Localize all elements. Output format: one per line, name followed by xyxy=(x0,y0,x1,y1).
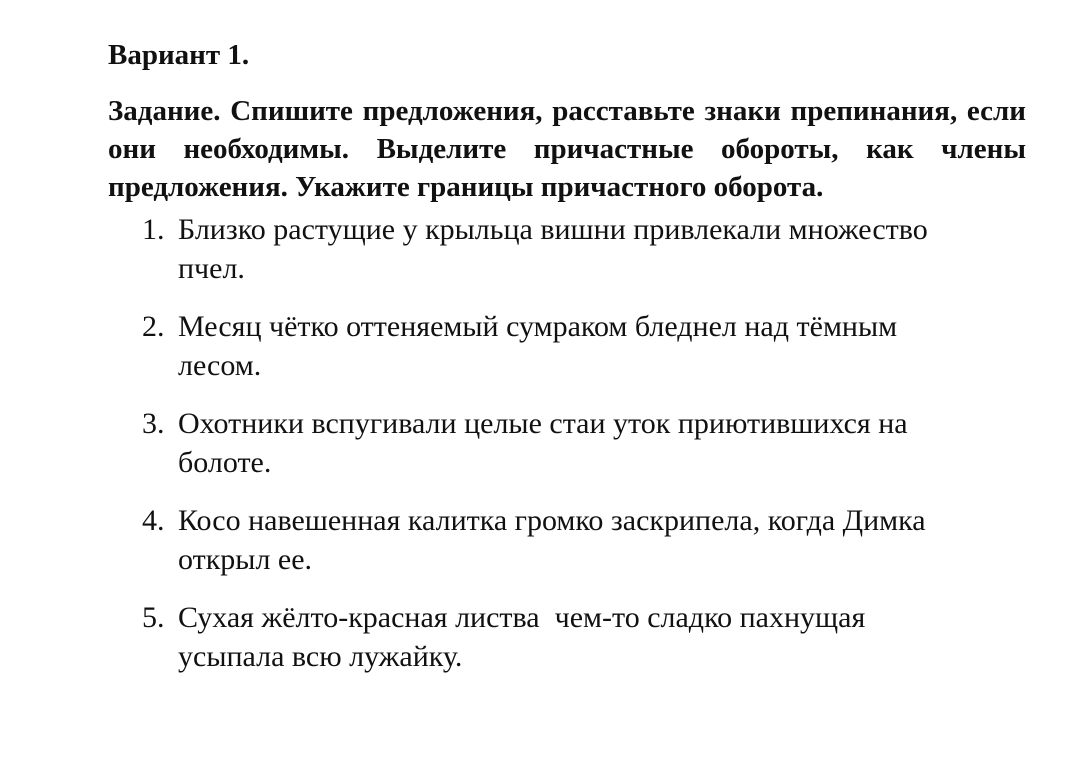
list-item xyxy=(142,501,978,579)
sentence-text: Близко растущие у крыльца вишни привлекали множество пчел. xyxy=(178,213,928,285)
variant-title: Вариант 1. xyxy=(108,39,250,71)
sentence-text: Сухая жёлто-красная листва чем-то сладко пахнущая усыпала всю лужайку. xyxy=(178,601,873,673)
sentence-number: 1. xyxy=(142,213,165,246)
sentence-number: 4. xyxy=(142,504,165,537)
sentence-text: Охотники вспугивали целые стаи уток приютившихся на болоте. xyxy=(178,407,908,479)
document-page xyxy=(108,36,1026,695)
list-item xyxy=(142,598,978,676)
sentence-number: 3. xyxy=(142,407,165,440)
list-item xyxy=(142,404,978,482)
list-item xyxy=(142,307,978,385)
list-item xyxy=(142,210,978,288)
sentence-number: 2. xyxy=(142,310,165,343)
sentence-list xyxy=(108,210,1026,676)
task-instructions: Задание. Спишите предложения, расставьте знаки препинания, если они необходимы. Выделите причастные обороты, как члены предложения. Укажите границы причастного оборота. xyxy=(108,95,1026,203)
sentence-number: 5. xyxy=(142,601,165,634)
sentence-text: Месяц чётко оттеняемый сумраком бледнел над тёмным лесом. xyxy=(178,310,898,382)
sentence-text: Косо навешенная калитка громко заскрипела, когда Димка открыл ее. xyxy=(178,504,926,576)
